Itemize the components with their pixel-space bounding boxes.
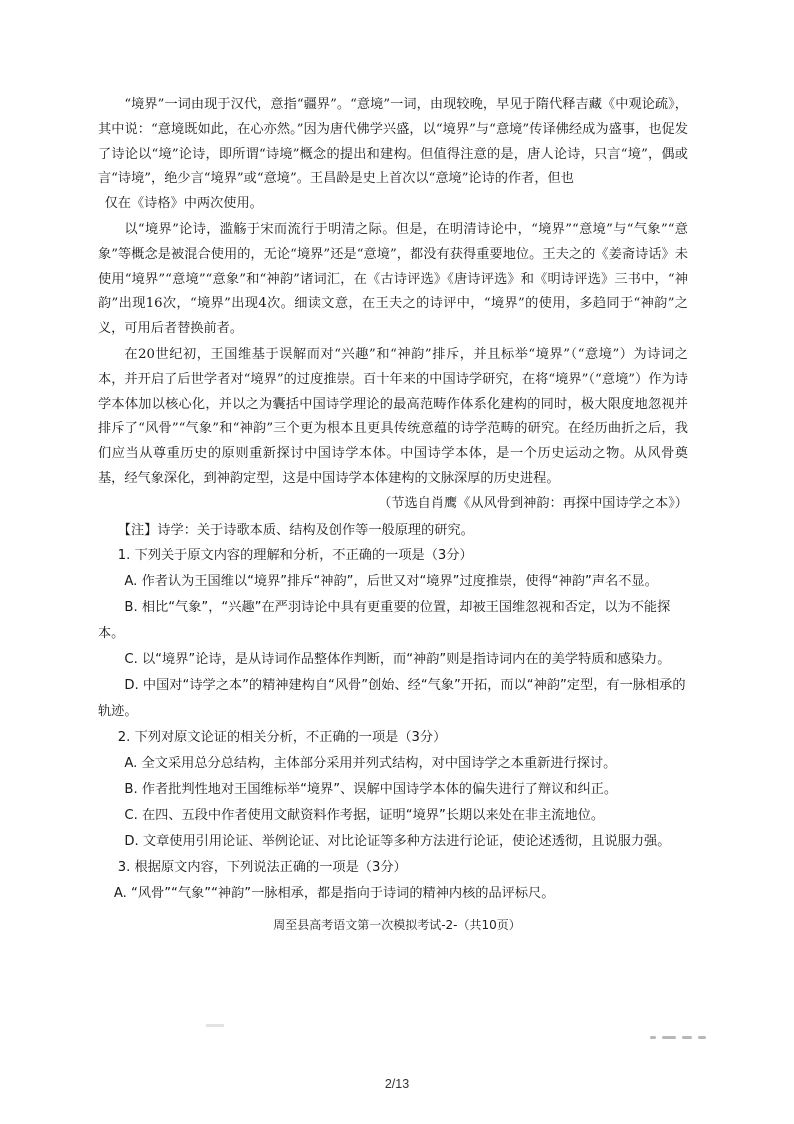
passage-source: （节选自肖鹰《从风骨到神韵：再探中国诗学之本》）	[378, 495, 688, 511]
passage-paragraph-1-body: “境界”一词由现于汉代，意指“疆界”。“意境”一词，由现较晚，早见于隋代释吉藏《中观论疏》，其中说：“意境既如此，在心亦然。”因为唐代佛学兴盛，以“境界”与“意境”传译佛经成为盛事，也促发了诗论以“境”论诗，即所谓“诗境”概念的提出和建构。但值得注意的是，唐人论诗，只言“境”，偶或言“诗境”，绝少言“境界”或“意境”。王昌龄是史上首次以“意境”论诗的作者，但也	[98, 97, 688, 187]
question-2	[98, 725, 688, 855]
question-1	[98, 543, 688, 725]
page-content	[98, 93, 688, 907]
passage-paragraph-3: 在20世纪初，王国维基于误解而对“兴趣”和“神韵”排斥，并且标举“境界”（“意境”）为诗词之本，并开启了后世学者对“境界”的过度推崇。百十年来的中国诗学研究，在将“境界”（“意境”）作为诗学本体加以核心化，并以之为囊括中国诗学理论的最高范畴作体系化建构的同时，极大限度地忽视并排斥了“风骨”“气象”和“神韵”三个更为根本且更具传统意蕴的诗学范畴的研究。在经历曲折之后，我们应当从尊重历史的原则重新探讨中国诗学本体。中国诗学本体，是一个历史运动之物。从风骨奠基，经气象深化，到神韵定型，这是中国诗学本体建构的文脉深厚的历史进程。	[98, 346, 688, 486]
page-number: 2/13	[384, 1077, 410, 1091]
question-3-stem: 3. 根据原文内容，下列说法正确的一项是（3分）	[117, 860, 407, 876]
question-1-option-d: D. 中国对“诗学之本”的精神建构自“风骨”创始、经“气象”开拓，而以“神韵”定型，有一脉相承的轨迹。	[98, 678, 686, 720]
passage-paragraph-1-tail: 仅在《诗格》中两次使用。	[104, 196, 263, 212]
page-footer: 周至县高考语文第一次模拟考试-2-（共10页）	[273, 918, 521, 932]
passage-paragraph-2: 以“境界”论诗，滥觞于宋而流行于明清之际。但是，在明清诗论中，“境界”“意境”与“气象”“意象”等概念是被混合使用的，无论“境界”还是“意境”，都没有获得重要地位。王夫之的《姜斋诗话》未使用“境界”“意境”“意象”和“神韵”诸词汇，在《古诗评选》《唐诗评选》和《明诗评选》三书中，“神韵”出现16次，“境界”出现4次。细读文意，在王夫之的诗评中，“境界”的使用，多趋同于“神韵”之义，可用后者替换前者。	[98, 221, 688, 337]
question-2-option-b: B. 作者批判性地对王国维标举“境界”、误解中国诗学本体的偏失进行了辩议和纠正。	[124, 782, 618, 798]
question-3	[98, 855, 688, 907]
question-2-stem: 2. 下列对原文论证的相关分析，不正确的一项是（3分）	[117, 730, 447, 746]
question-2-option-a: A. 全文采用总分总结构，主体部分采用并列式结构，对中国诗学之本重新进行探讨。	[124, 756, 617, 772]
question-1-option-b: B. 相比“气象”，“兴趣”在严羽诗论中具有更重要的位置，却被王国维忽视和否定，以为不能探本。	[98, 600, 671, 642]
question-1-option-c: C. 以“境界”论诗，是从诗词作品整体作判断，而“神韵”则是指诗词内在的美学特质和感染力。	[124, 652, 671, 668]
scan-artifact-mark	[206, 1024, 224, 1027]
scan-artifact-mark	[650, 1024, 712, 1030]
question-1-stem: 1. 下列关于原文内容的理解和分析，不正确的一项是（3分）	[117, 548, 473, 564]
annotation-note: 【注】诗学：关于诗歌本质、结构及创作等一般原理的研究。	[117, 522, 474, 538]
question-1-option-a: A. 作者认为王国维以“境界”排斥“神韵”，后世又对“境界”过度推崇，使得“神韵”声名不显。	[124, 574, 658, 590]
question-2-option-d: D. 文章使用引用论证、举例论证、对比论证等多种方法进行论证，使论述透彻，且说服力强。	[124, 834, 671, 850]
passage-paragraph-1	[98, 93, 688, 217]
question-3-option-a: A. “风骨”“气象”“神韵”一脉相承，都是指向于诗词的精神内核的品评标尺。	[113, 886, 555, 902]
question-2-option-c: C. 在四、五段中作者使用文献资料作考据，证明“境界”长期以来处在非主流地位。	[124, 808, 605, 824]
